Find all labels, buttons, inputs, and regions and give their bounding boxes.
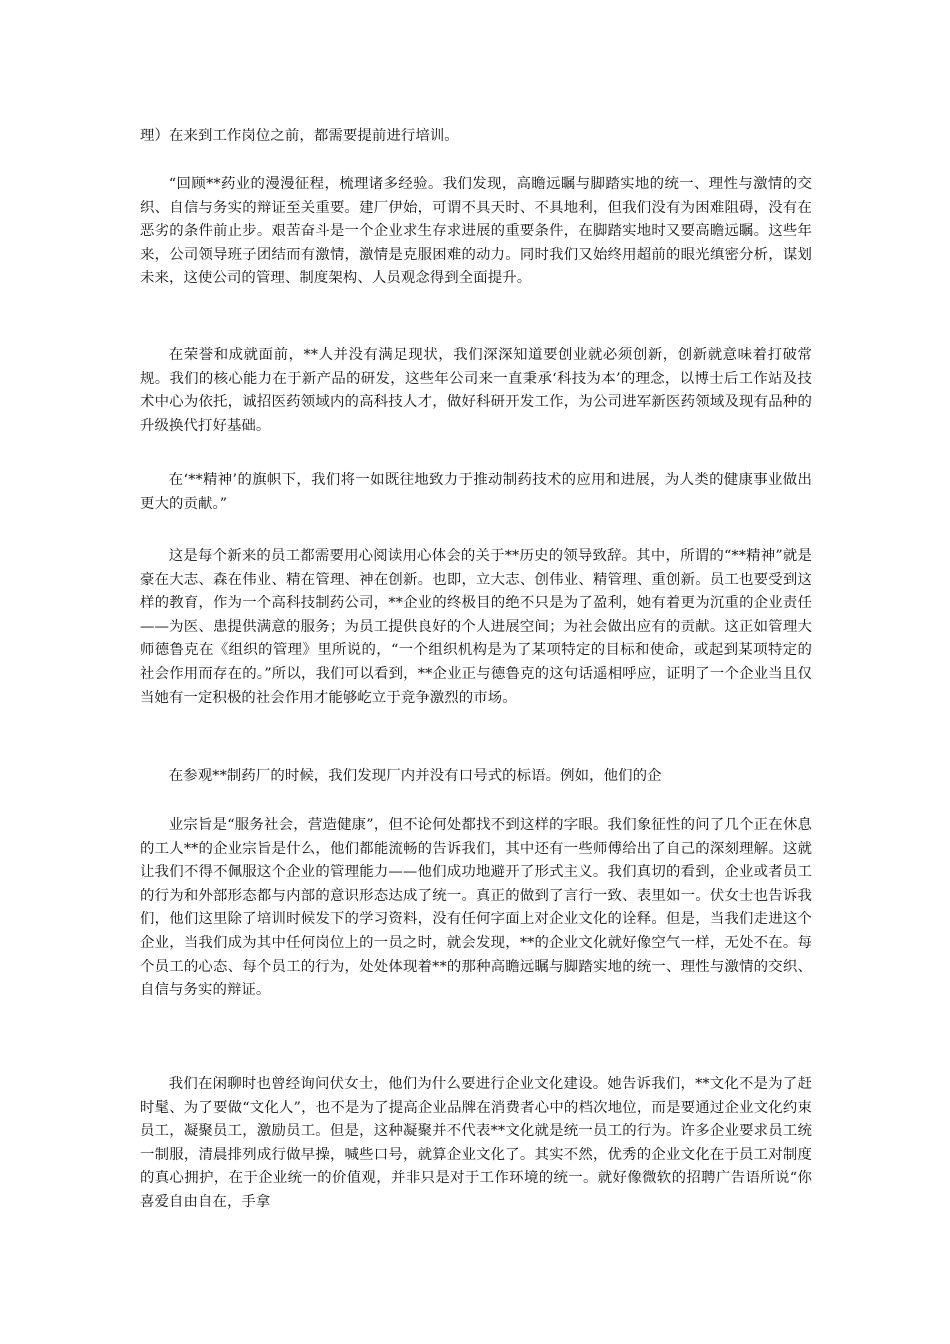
paragraph-1: 理）在来到工作岗位之前，都需要提前进行培训。 xyxy=(140,128,459,144)
paragraph-8: 我们在闲聊时也曾经询问伏女士，他们为什么要进行企业文化建设。她告诉我们，**文化不是为了赶时髦、为了要做“文化人”，也不是为了提高企业品牌在消费者心中的档次地位，而是要通过企业文化约束员工，凝聚员工，激励员工。但是，这种凝聚并不代表**文化就是统一员工的行为。许多企业要求员工统一制服，清晨排列成行做早操，喊些口号，就算企业文化了。其实不然，优秀的企业文化在于员工对制度的真心拥护，在于企业统一的价值观，并非只是对于工作环境的统一。就好像微软的招聘广告语所说“你喜爱自由自在，手拿 xyxy=(140,1076,812,1210)
paragraph-2: “回顾**药业的漫漫征程，梳理诸多经验。我们发现，高瞻远瞩与脚踏实地的统一、理性与激情的交织、自信与务实的辩证至关重要。建厂伊始，可谓不具天时、不具地利，但我们没有为困难阻碍，没有在恶劣的条件前止步。艰苦奋斗是一个企业求生存求进展的重要条件，在脚踏实地时又要高瞻远瞩。这些年来，公司领导班子团结而有激情，激情是克服困难的动力。同时我们又始终用超前的眼光缜密分析，谋划未来，这使公司的管理、制度架构、人员观念得到全面提升。 xyxy=(140,176,812,287)
paragraph-5: 这是每个新来的员工都需要用心阅读用心体会的关于**历史的领导致辞。其中，所谓的“**精神”就是豪在大志、森在伟业、精在管理、神在创新。也即，立大志、创伟业、精管理、重创新。员工也要受到这样的教育，作为一个高科技制药公司，**企业的终极目的绝不只是为了盈利，她有着更为沉重的企业责任——为医、患提供满意的服务；为员工提供良好的个人进展空间；为社会做出应有的贡献。这正如管理大师德鲁克在《组织的管理》里所说的，“一个组织机构是为了某项特定的目标和使命，或起到某项特定的社会作用而存在的。”所以，我们可以看到，**企业正与德鲁克的这句话遥相呼应，证明了一个企业当且仅当她有一定积极的社会作用才能够屹立于竞争激烈的市场。 xyxy=(140,548,812,706)
paragraph-7: 业宗旨是“服务社会，营造健康”，但不论何处都找不到这样的字眼。我们象征性的问了几个正在休息的工人**的企业宗旨是什么，他们都能流畅的告诉我们，其中还有一些师傅给出了自己的深刻理解。这就让我们不得不佩服这个企业的管理能力——他们成功地避开了形式主义。我们真切的看到，企业或者员工的行为和外部形态都与内部的意识形态达成了统一。真正的做到了言行一致、表里如一。伏女士也告诉我们，他们这里除了培训时候发下的学习资料，没有任何字面上对企业文化的诠释。但是，当我们走进这个企业，当我们成为其中任何岗位上的一员之时，就会发现，**的企业文化就好像空气一样，无处不在。每个员工的心态、每个员工的行为，处处体现着**的那种高瞻远瞩与脚踏实地的统一、理性与激情的交织、自信与务实的辩证。 xyxy=(140,817,812,999)
paragraph-4: 在‘**精神’的旗帜下，我们将一如既往地致力于推动制药技术的应用和进展，为人类的健康事业做出更大的贡献。” xyxy=(140,472,812,512)
paragraph-3: 在荣誉和成就面前，**人并没有满足现状，我们深深知道要创业就必须创新，创新就意味着打破常规。我们的核心能力在于新产品的研发，这些年公司来一直秉承‘科技为本’的理念，以博士后工作站及技术中心为依托，诚招医药领域内的高科技人才，做好科研开发工作，为公司进军新医药领域及现有品种的升级换代打好基础。 xyxy=(140,347,812,434)
paragraph-6: 在参观**制药厂的时候，我们发现厂内并没有口号式的标语。例如，他们的企 xyxy=(168,768,662,784)
